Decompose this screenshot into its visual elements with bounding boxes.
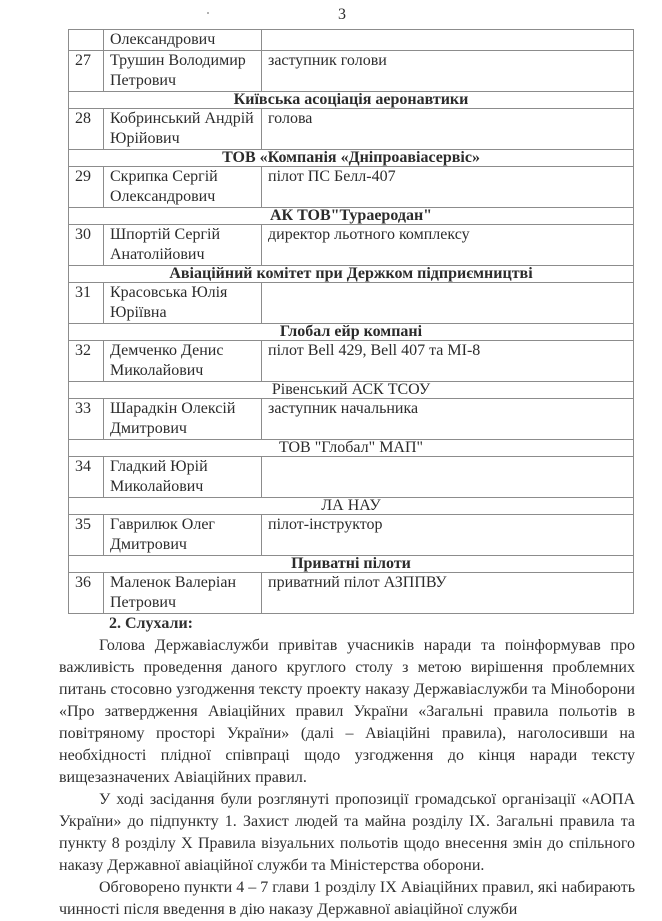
- participant-row: [69, 457, 634, 498]
- section-heading: 2. Слухали:: [109, 615, 193, 632]
- participant-row: [69, 283, 634, 324]
- participant-name: Маленок Валеріан Петрович: [104, 573, 262, 614]
- organization-name: Київська асоціація аеронавтики: [69, 92, 634, 109]
- paragraph: Голова Державіаслужби привітав учасників наради та поінформував про важливість проведення даного круглого столу з метою вирішення проблемних питань стосовно узгодження тексту проекту наказу Державіаслужби та Міноборони «Про затвердження Авіаційних правил України «Загальні правила польотів в повітряному просторі України» (далі – Авіаційні правила), наголосивши на необхідності плідної співпраці щодо узгодження до кінця наради тексту вищезазначених Авіаційних правил.: [59, 637, 635, 786]
- participant-number: 27: [69, 51, 104, 92]
- participant-number: 33: [69, 399, 104, 440]
- paragraph: У ході засідання були розглянуті пропозиції громадської організації «АОПА України» до підпункту 1. Захист людей та майна розділу IX. Загальні правила та пункту 8 розділу X Правила візуальних польотів щодо внесення змін до спільного наказу Державної авіаційної служби та Міністерства оборони.: [59, 791, 635, 874]
- participant-row: [69, 573, 634, 614]
- participant-number: 28: [69, 109, 104, 150]
- participant-name: Гладкий Юрій Миколайович: [104, 457, 262, 498]
- participants-table-body: [69, 30, 634, 614]
- participant-role: приватний пілот АЗППВУ: [262, 573, 634, 614]
- participant-role: [262, 30, 634, 51]
- participant-row: [69, 399, 634, 440]
- participant-number: [69, 30, 104, 51]
- participant-name: Шарадкін Олексій Дмитрович: [104, 399, 262, 440]
- organization-header-row: [69, 92, 634, 109]
- participant-number: 32: [69, 341, 104, 382]
- participant-role: директор льотного комплексу: [262, 225, 634, 266]
- participant-name: Скрипка Сергій Олександрович: [104, 167, 262, 208]
- organization-header-row: [69, 556, 634, 573]
- page-number: 3: [338, 6, 346, 23]
- organization-name: ТОВ «Компанія «Дніпроавіасервіс»: [69, 150, 634, 167]
- organization-name: Глобал ейр компані: [69, 324, 634, 341]
- participant-role: пілот Bell 429, Bell 407 та МІ-8: [262, 341, 634, 382]
- organization-name: АК ТОВ"Тураеродан": [69, 208, 634, 225]
- participant-role: [262, 283, 634, 324]
- participant-role: пілот ПС Белл-407: [262, 167, 634, 208]
- participant-role: пілот-інструктор: [262, 515, 634, 556]
- participant-number: 29: [69, 167, 104, 208]
- participant-name: Олександрович: [104, 30, 262, 51]
- participant-row: [69, 225, 634, 266]
- participant-number: 36: [69, 573, 104, 614]
- organization-header-row: [69, 324, 634, 341]
- participant-name: Красовська Юлія Юріївна: [104, 283, 262, 324]
- organization-name: Приватні пілоти: [69, 556, 634, 573]
- minutes-section: [59, 613, 635, 921]
- organization-name: Рівенський АСК ТСОУ: [69, 382, 634, 399]
- organization-header-row: [69, 150, 634, 167]
- participant-name: Шпортій Сергій Анатолійович: [104, 225, 262, 266]
- participant-name: Гаврилюк Олег Дмитрович: [104, 515, 262, 556]
- scan-speck: [207, 12, 209, 14]
- organization-header-row: [69, 382, 634, 399]
- participant-role: [262, 457, 634, 498]
- participant-name: Демченко Денис Миколайович: [104, 341, 262, 382]
- organization-header-row: [69, 208, 634, 225]
- participant-number: 34: [69, 457, 104, 498]
- participant-row: [69, 341, 634, 382]
- organization-name: ЛА НАУ: [69, 498, 634, 515]
- participant-role: заступник начальника: [262, 399, 634, 440]
- participant-name: Кобринський Андрій Юрійович: [104, 109, 262, 150]
- participant-row: [69, 515, 634, 556]
- participant-number: 35: [69, 515, 104, 556]
- organization-name: ТОВ "Глобал" МАП": [69, 440, 634, 457]
- participants-table: [68, 29, 634, 614]
- participant-row: [69, 109, 634, 150]
- organization-header-row: [69, 498, 634, 515]
- participant-row: [69, 30, 634, 51]
- participant-row: [69, 167, 634, 208]
- organization-header-row: [69, 266, 634, 283]
- paragraph: Обговорено пункти 4 – 7 глави 1 розділу IX Авіаційних правил, які набирають чинності після введення в дію наказу Державної авіаційної служби: [59, 879, 635, 918]
- participant-number: 31: [69, 283, 104, 324]
- participant-role: заступник голови: [262, 51, 634, 92]
- participant-name: Трушин Володимир Петрович: [104, 51, 262, 92]
- participant-role: голова: [262, 109, 634, 150]
- organization-name: Авіаційний комітет при Держком підприємництві: [69, 266, 634, 283]
- participant-row: [69, 51, 634, 92]
- organization-header-row: [69, 440, 634, 457]
- participant-number: 30: [69, 225, 104, 266]
